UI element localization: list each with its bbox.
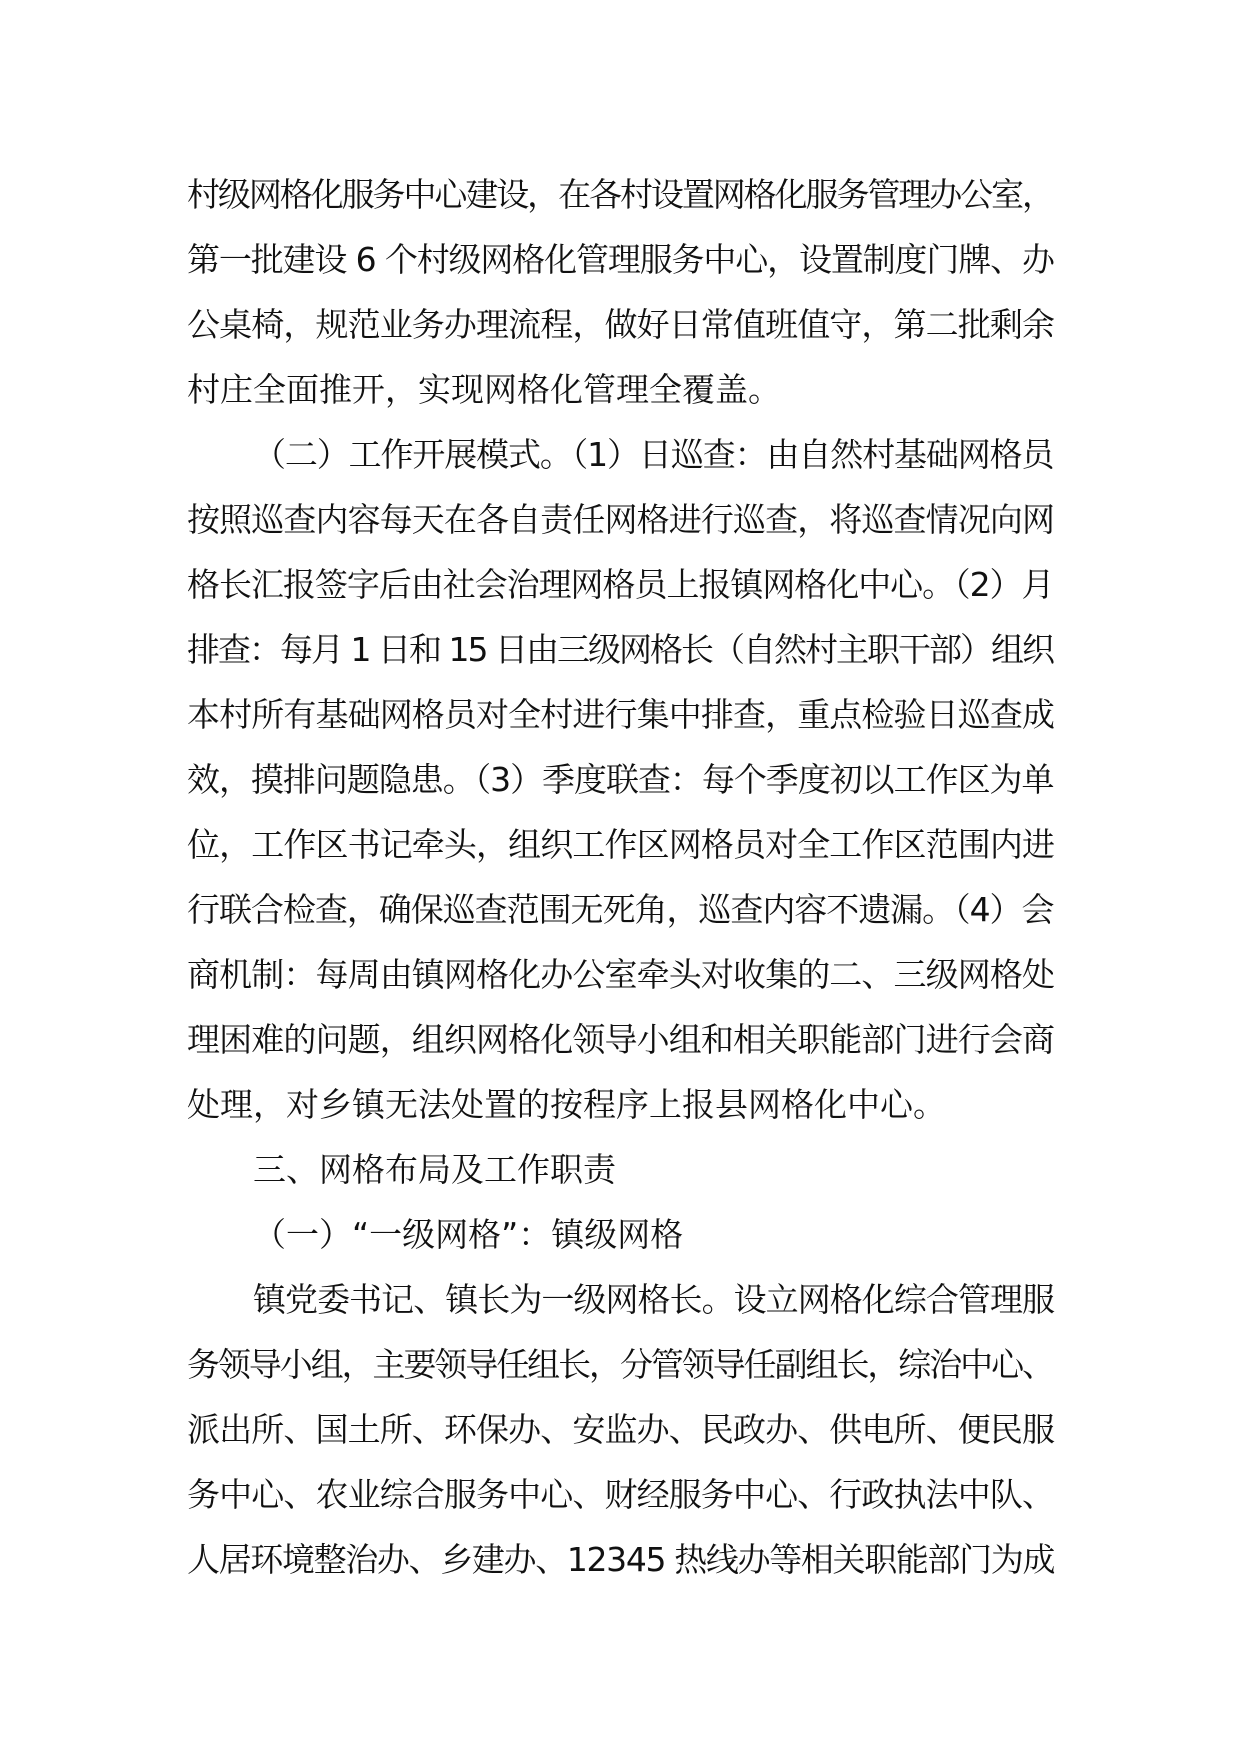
text-line: 格长汇报签字后由社会治理网格员上报镇网格化中心。（2）月 [187,565,1054,604]
text-line: 位，工作区书记牵头，组织工作区网格员对全工作区范围内进 [187,825,1055,864]
text-line: 派出所、国土所、环保办、安监办、民政办、供电所、便民服 [187,1410,1055,1449]
text-line: 效，摸排问题隐患。（3）季度联查：每个季度初以工作区为单 [187,760,1054,799]
text-line: 三、网格布局及工作职责 [253,1150,616,1189]
text-line: 村庄全面推开，实现网格化管理全覆盖。 [187,370,781,409]
text-line: 村级网格化服务中心建设，在各村设置网格化服务管理办公室， [187,175,1053,214]
text-line: 第一批建设 6 个村级网格化管理服务中心，设置制度门牌、办 [187,240,1054,279]
text-line: 行联合检查，确保巡查范围无死角，巡查内容不遗漏。（4）会 [187,890,1054,929]
text-line: 务中心、农业综合服务中心、财经服务中心、行政执法中队、 [187,1475,1055,1514]
text-line: 人居环境整治办、乡建办、12345 热线办等相关职能部门为成 [187,1540,1055,1579]
text-line: （一）“一级网格”：镇级网格 [253,1215,684,1254]
text-line: 排查：每月 1 日和 15 日由三级网格长（自然村主职干部）组织 [187,630,1053,669]
body-text [187,162,1055,1592]
text-line: 本村所有基础网格员对全村进行集中排查，重点检验日巡查成 [187,695,1055,734]
text-line: 按照巡查内容每天在各自责任网格进行巡查，将巡查情况向网 [187,500,1055,539]
text-line: 理困难的问题，组织网格化领导小组和相关职能部门进行会商 [187,1020,1055,1059]
text-line: 商机制：每周由镇网格化办公室牵头对收集的二、三级网格处 [187,955,1055,994]
text-line: （二）工作开展模式。（1）日巡查：由自然村基础网格员 [253,435,1054,474]
text-line: 处理，对乡镇无法处置的按程序上报县网格化中心。 [187,1085,946,1124]
text-line: 公桌椅，规范业务办理流程，做好日常值班值守，第二批剩余 [187,305,1055,344]
text-line: 务领导小组，主要领导任组长，分管领导任副组长，综治中心、 [187,1345,1053,1384]
text-line: 镇党委书记、镇长为一级网格长。设立网格化综合管理服 [253,1280,1055,1319]
